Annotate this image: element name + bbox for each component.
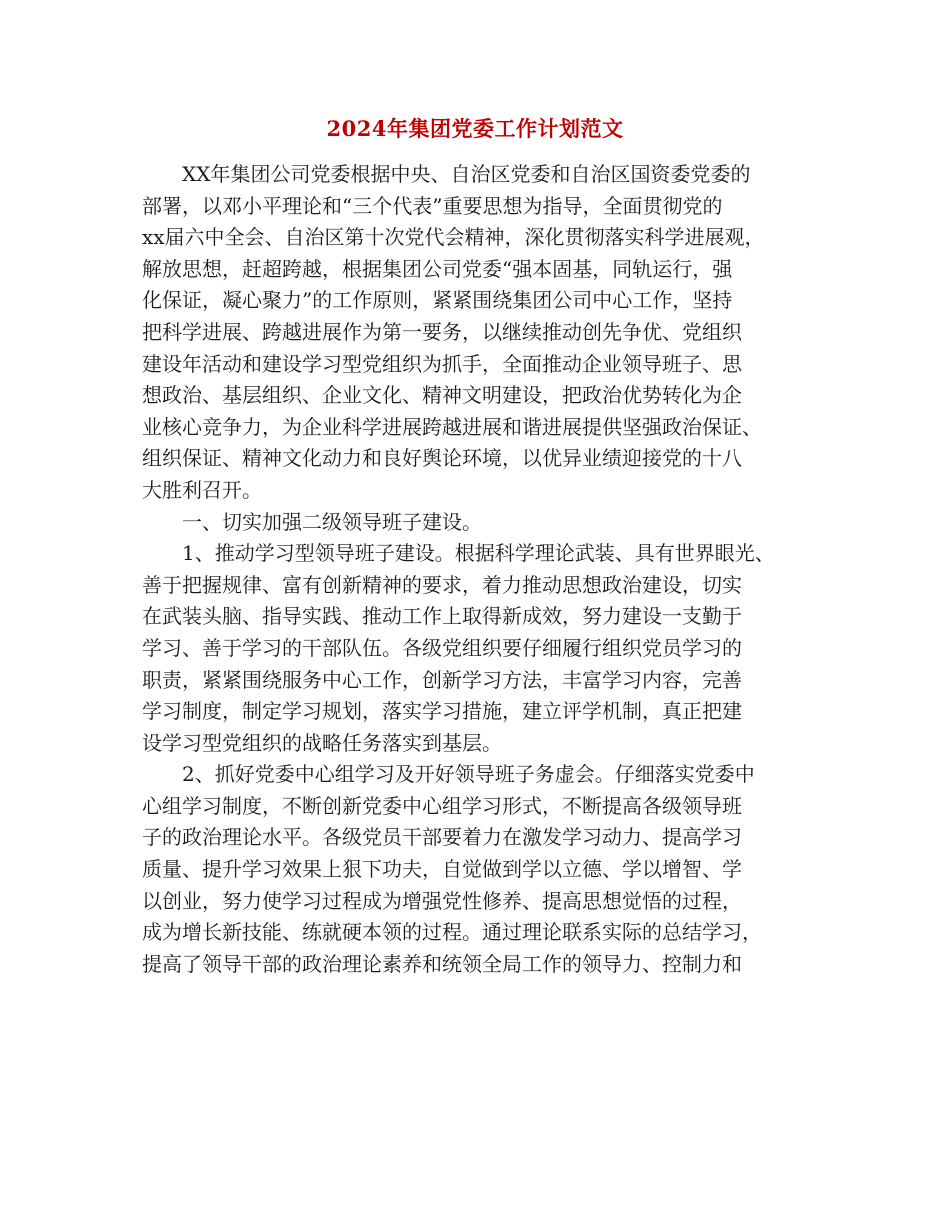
text-line: xx届六中全会、自治区第十次党代会精神，深化贯彻落实科学进展观， xyxy=(142,225,765,250)
text-line: 组织保证、精神文化动力和良好舆论环境，以优异业绩迎接党的十八 xyxy=(142,446,742,471)
text-line: 把科学进展、跨越进展作为第一要务，以继续推动创先争优、党组织 xyxy=(142,319,742,344)
text-line: 提高了领导干部的政治理论素养和统领全局工作的领导力、控制力和 xyxy=(142,951,742,976)
text-line: 以创业，努力使学习过程成为增强党性修养、提高思想觉悟的过程， xyxy=(142,888,742,913)
text-line: 1、推动学习型领导班子建设。根据科学理论武装、具有世界眼光、 xyxy=(182,541,775,566)
text-line: 化保证，凝心聚力”的工作原则，紧紧围绕集团公司中心工作，坚持 xyxy=(142,288,733,313)
text-line: 心组学习制度，不断创新党委中心组学习形式，不断提高各级领导班 xyxy=(142,793,742,818)
text-line: 质量、提升学习效果上狠下功夫，自觉做到学以立德、学以增智、学 xyxy=(142,857,742,882)
text-line: 业核心竞争力，为企业科学进展跨越进展和谐进展提供坚强政治保证、 xyxy=(142,414,762,439)
text-line: XX年集团公司党委根据中央、自治区党委和自治区国资委党委的 xyxy=(182,162,751,186)
text-line: 在武装头脑、指导实践、推动工作上取得新成效，努力建设一支勤于 xyxy=(142,604,742,629)
text-line: 一、切实加强二级领导班子建设。 xyxy=(182,509,482,534)
text-line: 成为增长新技能、练就硬本领的过程。通过理论联系实际的总结学习， xyxy=(142,920,762,945)
document-title: 2024年集团党委工作计划范文 xyxy=(326,116,624,141)
text-line: 学习、善于学习的干部队伍。各级党组织要仔细履行组织党员学习的 xyxy=(142,635,742,660)
text-line: 善于把握规律、富有创新精神的要求，着力推动思想政治建设，切实 xyxy=(142,572,742,597)
text-line: 学习制度，制定学习规划，落实学习措施，建立评学机制，真正把建 xyxy=(142,699,742,724)
text-line: 解放思想，赶超跨越，根据集团公司党委“强本固基，同轨运行，强 xyxy=(142,256,733,281)
text-line: 大胜利召开。 xyxy=(142,477,262,502)
text-line: 子的政治理论水平。各级党员干部要着力在激发学习动力、提高学习 xyxy=(142,825,742,850)
text-line: 2、抓好党委中心组学习及开好领导班子务虚会。仔细落实党委中 xyxy=(182,762,755,787)
document-body xyxy=(142,159,842,980)
text-line: 部署，以邓小平理论和“三个代表”重要思想为指导，全面贯彻党的 xyxy=(142,193,723,218)
text-line: 想政治、基层组织、企业文化、精神文明建设，把政治优势转化为企 xyxy=(142,383,742,408)
text-line: 设学习型党组织的战略任务落实到基层。 xyxy=(142,730,502,755)
text-line: 建设年活动和建设学习型党组织为抓手，全面推动企业领导班子、思 xyxy=(142,351,742,376)
text-line: 职责，紧紧围绕服务中心工作，创新学习方法，丰富学习内容，完善 xyxy=(142,667,742,692)
